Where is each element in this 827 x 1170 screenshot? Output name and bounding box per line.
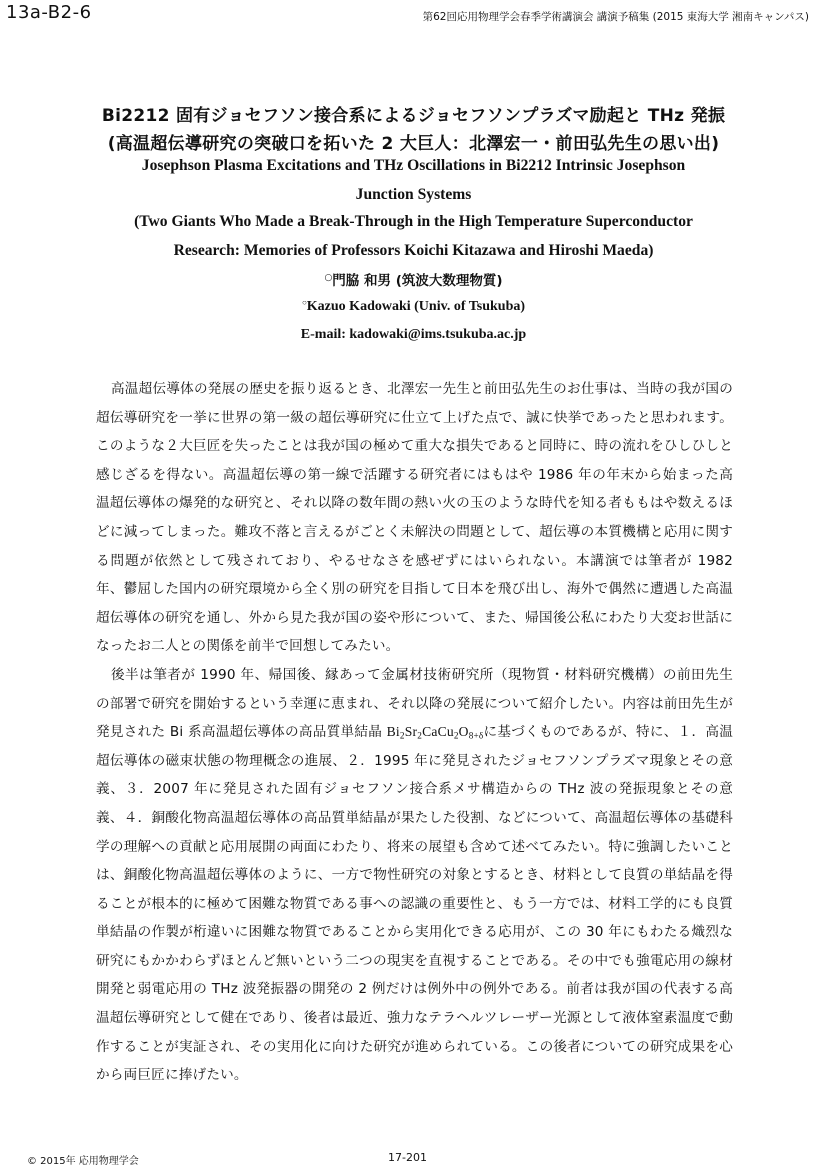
author-en: [0, 298, 827, 315]
chemical-formula: $Bi_2Sr_2CaCu_2O_{8+\delta}$: [386, 724, 484, 741]
title-en-line2: Junction Systems: [355, 186, 472, 203]
page-number: 17-201: [388, 1151, 427, 1164]
abstract-body: [96, 375, 733, 1090]
title-jp-line1: Bi2212 固有ジョセフソン接合系によるジョセフソンプラズマ励起と THz 発振: [101, 106, 726, 126]
paragraph-2: [96, 661, 733, 1090]
title-en-line3: (Two Giants Who Made a Break-Through in the High Temperature Superconductor: [134, 213, 693, 230]
author-jp: [0, 269, 827, 289]
session-code: 13a-B2-6: [6, 2, 92, 23]
presenter-mark: ○: [324, 273, 333, 283]
title-jp-line2: (高温超伝導研究の突破口を拓いた 2 大巨人：北澤宏一・前田弘先生の思い出): [107, 134, 720, 154]
paragraph-1: 高温超伝導体の発展の歴史を振り返るとき、北澤宏一先生と前田弘先生のお仕事は、当時の我が国の超伝導研究を一挙に世界の第一級の超伝導研究に仕立て上げた点で、誠に快挙であったと思われます。このような２大巨匠を失ったことは我が国の極めて重大な損失であると同時に、時の流れをひしひしと感じざるを得ない。高温超伝導の第一線で活躍する研究者にはもはや 1986 年の年末から始まった高温超伝導体の爆発的な研究と、それ以降の数年間の熱い火の玉のような時代を知る者ももはや数えるほどに減ってしまった。難攻不落と言えるがごとく未解決の問題として、超伝導の本質機構と応用に関する問題が依然として残されており、やるせなさを感ぜずにはいられない。本講演では筆者が 1982 年、鬱屈した国内の研究環境から全く別の研究を目指して日本を飛び出し、海外で偶然に遭遇した高温超伝導体の研究を通し、外から見た我が国の姿や形について、また、帰国後公私にわたり大変お世話になったお二人との関係を前半で回想してみたい。: [96, 381, 733, 655]
author-en-name: Kazuo Kadowaki (Univ. of Tsukuba): [306, 299, 526, 314]
footer-copyright: © 2015年 応用物理学会: [27, 1156, 139, 1167]
author-jp-name: 門脇 和男 (筑波大数理物質): [332, 273, 503, 289]
paragraph-2-part1: 後半は筆者が 1990 年、帰国後、縁あって金属材技術研究所（現物質・材料研究機構）の前田先生の部署で研究を開始するという幸運に恵まれ、それ以降の発展について紹介したい。内容は前田先生が発見された Bi 系高温超伝導体の高品質単結晶: [96, 666, 733, 741]
presenter-mark-en: ○: [301, 298, 307, 307]
conference-header: 第62回応用物理学会春季学術講演会 講演予稿集 (2015 東海大学 湘南キャンパス): [422, 11, 809, 23]
author-email: E-mail: kadowaki@ims.tsukuba.ac.jp: [300, 327, 527, 342]
paragraph-2-part2: に基づくものであるが、特に、１．高温超伝導体の磁束状態の物理概念の進展、２．1995 年に発見されたジョセフソンプラズマ現象とその意義、３．2007 年に発見された固有ジョセフソン接合系メサ構造からの THz 波の発振現象とその意義、４．銅酸化物高温超伝導体の高品質単結晶が果たした役割、などについて、高温超伝導体の基礎科学の理解への貢献と応用展開の両面にわたり、将来の展望も含めて述べてみたい。特に強調したいことは、銅酸化物高温超伝導体のように、一方で物性研究の対象とするとき、材料として良質の単結晶を得ることが根本的に極めて困難な物質である事への認識の重要性と、もう一方では、材料工学的にも良質単結晶の作製が桁違いに困難な物質であることから実用化できる応用が、この 30 年にもわたる熾烈な研究にもかかわらずほとんど無いという二つの現実を直視することである。その中でも強電応用の線材開発と弱電応用の THz 波発振器の開発の 2 例だけは例外中の例外である。前者は我が国の代表する高温超伝導研究として健在であり、後者は最近、強力なテラヘルツレーザー光源として液体窒素温度で動作することが実証され、その実用化に向けた研究が進められている。この後者についての研究成果を心から両巨匠に捧げたい。: [96, 724, 733, 1084]
title-en-line4: Research: Memories of Professors Koichi Kitazawa and Hiroshi Maeda): [173, 242, 654, 259]
title-en-line1: Josephson Plasma Excitations and THz Oscillations in Bi2212 Intrinsic Josephson: [141, 157, 686, 174]
